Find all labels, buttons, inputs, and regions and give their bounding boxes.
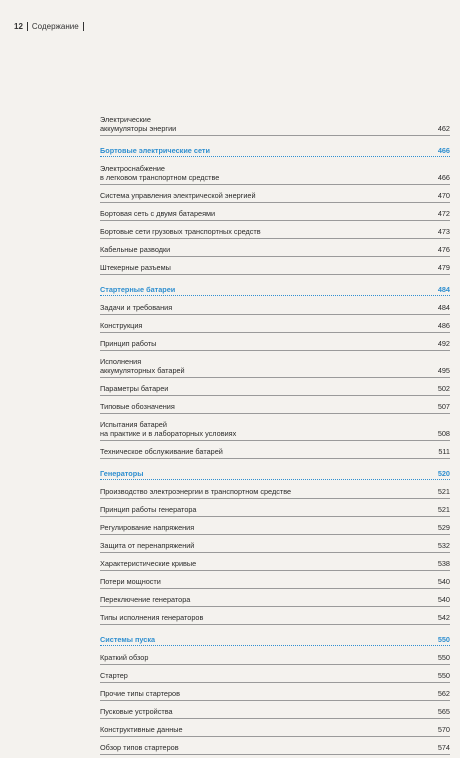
entry-page-number: 550 [437,635,450,644]
entry-page-number: 472 [437,209,450,218]
entry-page-number: 565 [437,707,450,716]
entry-page-number: 473 [437,227,450,236]
toc-entry[interactable] [100,417,450,441]
entry-page-number: 570 [437,725,450,734]
toc-section-heading[interactable] [100,145,450,157]
page-number: 12 [14,22,23,31]
entry-title: Переключение генератора [100,595,191,604]
header-divider [83,22,84,31]
entry-title: Исполнения аккумуляторных батарей [100,357,185,375]
entry-page-number: 484 [437,285,450,294]
entry-title: Прочие типы стартеров [100,689,180,698]
entry-page-number: 466 [437,146,450,155]
toc-entry[interactable] [100,610,450,625]
entry-page-number: 520 [437,469,450,478]
entry-title: Система управления электрической энергией [100,191,256,200]
entry-title: Производство электроэнергии в транспортном средстве [100,487,292,496]
toc-section-heading[interactable] [100,468,450,480]
entry-page-number: 540 [437,577,450,586]
page-header [14,22,84,31]
entry-page-number: 511 [438,447,450,456]
entry-page-number: 476 [437,245,450,254]
entry-title: Стартер [100,671,128,680]
section-title: Стартерные батареи [100,285,176,294]
entry-title: Принцип работы генератора [100,505,197,514]
entry-page-number: 574 [437,743,450,752]
entry-page-number: 521 [437,505,450,514]
entry-title: Электрические аккумуляторы энергии [100,115,177,133]
entry-title: Потери мощности [100,577,161,586]
entry-page-number: 540 [437,595,450,604]
entry-title: Электроснабжение в легковом транспортном средстве [100,164,220,182]
toc-entry[interactable] [100,242,450,257]
entry-title: Типы исполнения генераторов [100,613,204,622]
entry-title: Краткий обзор [100,653,149,662]
section-title: Системы пуска [100,635,156,644]
entry-title: Бортовые сети грузовых транспортных средств [100,227,261,236]
entry-page-number: 542 [437,613,450,622]
entry-page-number: 495 [437,366,450,375]
entry-page-number: 466 [437,173,450,182]
toc-entry[interactable] [100,722,450,737]
toc-entry[interactable] [100,556,450,571]
toc-entry[interactable] [100,336,450,351]
entry-title: Бортовая сеть с двумя батареями [100,209,216,218]
toc-entry[interactable] [100,574,450,589]
toc-entry[interactable] [100,381,450,396]
entry-page-number: 508 [437,429,450,438]
toc-entry[interactable] [100,112,450,136]
toc-entry[interactable] [100,740,450,755]
entry-title: Испытания батарей на практике и в лабораторных условиях [100,420,237,438]
toc-entry[interactable] [100,300,450,315]
toc-entry[interactable] [100,704,450,719]
entry-title: Типовые обозначения [100,402,175,411]
entry-title: Характеристические кривые [100,559,197,568]
toc-entry[interactable] [100,668,450,683]
toc-entry[interactable] [100,686,450,701]
toc-entry[interactable] [100,318,450,333]
toc-entry[interactable] [100,502,450,517]
entry-page-number: 532 [437,541,450,550]
entry-page-number: 502 [437,384,450,393]
entry-title: Регулирование напряжения [100,523,195,532]
entry-page-number: 484 [437,303,450,312]
toc-entry[interactable] [100,520,450,535]
entry-title: Кабельные разводки [100,245,171,254]
toc-entry[interactable] [100,260,450,275]
entry-title: Задачи и требования [100,303,173,312]
entry-page-number: 479 [437,263,450,272]
entry-page-number: 486 [437,321,450,330]
header-divider [27,22,28,31]
toc-entry[interactable] [100,188,450,203]
toc-entry[interactable] [100,161,450,185]
toc-entry[interactable] [100,650,450,665]
entry-title: Штекерные разъемы [100,263,171,272]
entry-title: Защита от перенапряжений [100,541,195,550]
section-title: Бортовые электрические сети [100,146,210,155]
toc-entry[interactable] [100,206,450,221]
entry-page-number: 492 [437,339,450,348]
toc-entry[interactable] [100,224,450,239]
entry-page-number: 521 [437,487,450,496]
toc-entry[interactable] [100,484,450,499]
toc-section-heading[interactable] [100,284,450,296]
toc-entry[interactable] [100,538,450,553]
running-title: Содержание [31,22,79,31]
entry-page-number: 529 [437,523,450,532]
entry-title: Принцип работы [100,339,157,348]
entry-title: Обзор типов стартеров [100,743,179,752]
toc-entry[interactable] [100,592,450,607]
entry-page-number: 470 [437,191,450,200]
entry-page-number: 507 [437,402,450,411]
table-of-contents [100,112,450,758]
toc-section-heading[interactable] [100,634,450,646]
entry-title: Конструктивные данные [100,725,183,734]
entry-title: Параметры батареи [100,384,169,393]
entry-page-number: 538 [437,559,450,568]
entry-title: Техническое обслуживание батарей [100,447,223,456]
toc-entry[interactable] [100,354,450,378]
toc-entry[interactable] [100,444,450,459]
entry-page-number: 550 [437,671,450,680]
entry-page-number: 550 [437,653,450,662]
section-title: Генераторы [100,469,144,478]
toc-entry[interactable] [100,399,450,414]
entry-title: Пусковые устройства [100,707,173,716]
entry-page-number: 562 [437,689,450,698]
entry-page-number: 462 [437,124,450,133]
entry-title: Конструкция [100,321,143,330]
